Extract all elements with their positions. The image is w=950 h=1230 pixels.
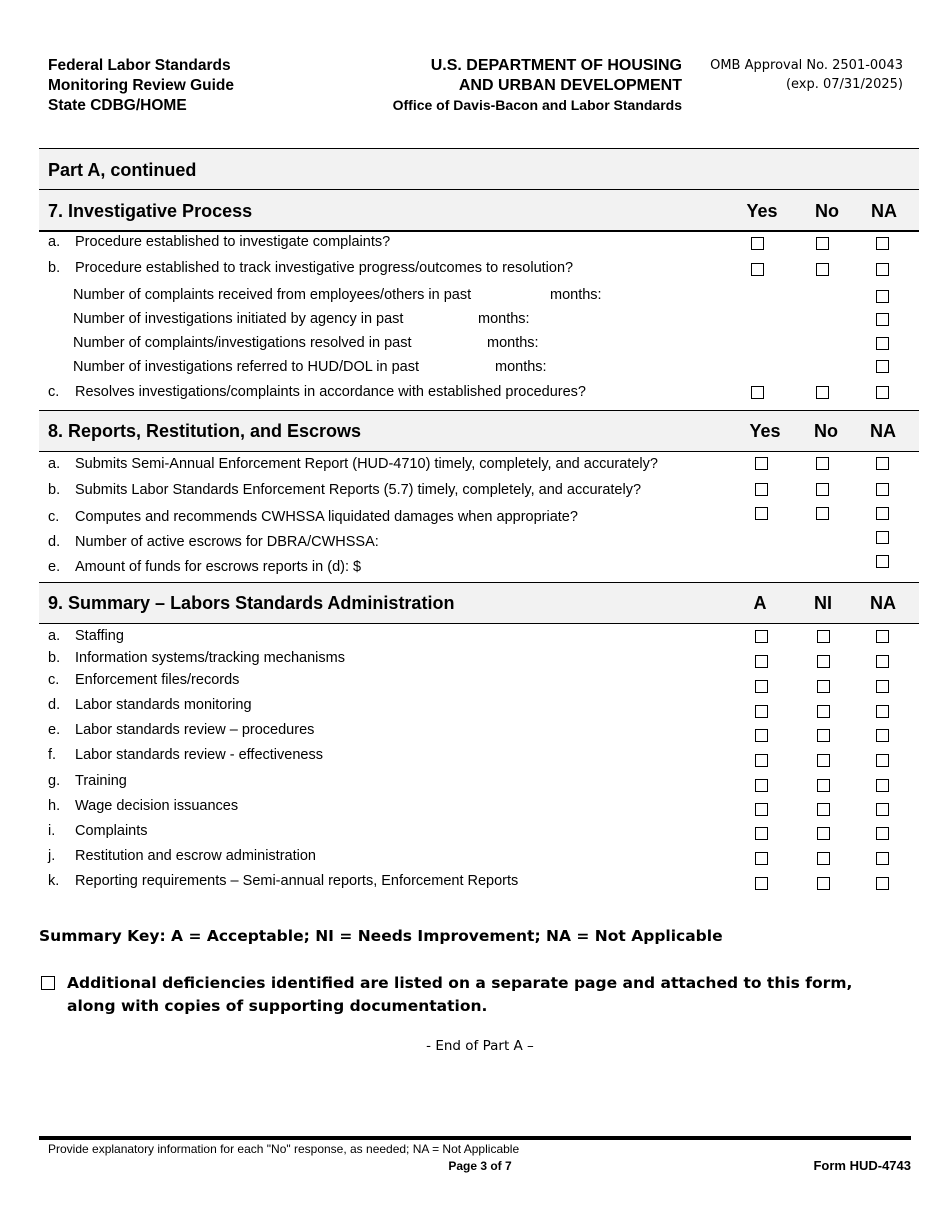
checkbox-na[interactable] (876, 555, 889, 568)
item-text: Training (75, 773, 127, 789)
additional-deficiencies-checkbox[interactable] (41, 976, 55, 990)
checkbox-na[interactable] (876, 754, 889, 767)
checkbox-needs-improvement[interactable] (817, 680, 830, 693)
subitem-text: Number of investigations referred to HUD/DOL in past (73, 359, 419, 375)
checkbox-na[interactable] (876, 630, 889, 643)
col-na-header: NA (870, 593, 896, 613)
checkbox-yes[interactable] (755, 507, 768, 520)
form-title-line-2: Monitoring Review Guide (48, 77, 235, 94)
checkbox-yes[interactable] (751, 263, 764, 276)
checkbox-na[interactable] (876, 680, 889, 693)
omb-number: OMB Approval No. 2501-0043 (710, 58, 903, 73)
item-letter: a. (48, 456, 61, 472)
months-label: months: (550, 287, 602, 303)
item-letter: b. (48, 260, 61, 276)
checkbox-na[interactable] (876, 337, 889, 350)
form-number: Form HUD-4743 (813, 1158, 911, 1173)
item-text: Reporting requirements – Semi-annual reports, Enforcement Reports (75, 873, 519, 889)
checkbox-na[interactable] (876, 705, 889, 718)
checkbox-acceptable[interactable] (755, 705, 768, 718)
item-text: Procedure established to investigate complaints? (75, 234, 391, 250)
checkbox-needs-improvement[interactable] (817, 655, 830, 668)
col-na-header: NA (871, 201, 897, 221)
checkbox-needs-improvement[interactable] (817, 827, 830, 840)
footer-note: Provide explanatory information for each "No" response, as needed; NA = Not Applicable (48, 1142, 520, 1156)
checkbox-needs-improvement[interactable] (817, 754, 830, 767)
checkbox-yes[interactable] (751, 386, 764, 399)
omb-approval (690, 56, 903, 94)
item-letter: f. (48, 747, 57, 763)
subitem-text: Number of complaints received from employees/others in past (73, 287, 472, 303)
checkbox-na[interactable] (876, 507, 889, 520)
checkbox-na[interactable] (876, 827, 889, 840)
checkbox-yes[interactable] (751, 237, 764, 250)
agency-block (330, 56, 682, 114)
divider (39, 623, 919, 624)
item-text: Amount of funds for escrows reports in (d): $ (75, 559, 362, 575)
section-8-title: 8. Reports, Restitution, and Escrows (48, 421, 362, 441)
footer-divider (39, 1136, 911, 1140)
checkbox-acceptable[interactable] (755, 803, 768, 816)
checkbox-no[interactable] (816, 457, 829, 470)
checkbox-needs-improvement[interactable] (817, 852, 830, 865)
item-text: Staffing (75, 628, 124, 644)
checkbox-acceptable[interactable] (755, 852, 768, 865)
agency-line-2: AND URBAN DEVELOPMENT (458, 77, 682, 94)
months-label: months: (487, 335, 539, 351)
checkbox-no[interactable] (816, 263, 829, 276)
checkbox-no[interactable] (816, 237, 829, 250)
checkbox-acceptable[interactable] (755, 827, 768, 840)
checkbox-needs-improvement[interactable] (817, 630, 830, 643)
months-label: months: (478, 311, 530, 327)
page-number: Page 3 of 7 (448, 1159, 512, 1173)
omb-expiration: (exp. 07/31/2025) (785, 77, 903, 92)
part-title: Part A, continued (48, 160, 197, 180)
summary-key: Summary Key: A = Acceptable; NI = Needs Improvement; NA = Not Applicable (39, 927, 723, 945)
office-name: Office of Davis-Bacon and Labor Standards (392, 97, 682, 113)
subitem-text: Number of investigations initiated by agency in past (73, 311, 404, 327)
item-letter: d. (48, 697, 61, 713)
item-letter: e. (48, 722, 61, 738)
item-text: Procedure established to track investigative progress/outcomes to resolution? (75, 260, 574, 276)
checkbox-no[interactable] (816, 483, 829, 496)
item-letter: c. (48, 509, 60, 525)
subitem-text: Number of complaints/investigations resolved in past (73, 335, 412, 351)
item-text: Wage decision issuances (75, 798, 239, 814)
checkbox-na[interactable] (876, 386, 889, 399)
col-acceptable-header: A (753, 593, 767, 613)
months-label: months: (495, 359, 547, 375)
item-text: Restitution and escrow administration (75, 848, 316, 864)
checkbox-needs-improvement[interactable] (817, 803, 830, 816)
checkbox-yes[interactable] (755, 483, 768, 496)
checkbox-needs-improvement[interactable] (817, 705, 830, 718)
checkbox-no[interactable] (816, 386, 829, 399)
col-na-header: NA (870, 421, 896, 441)
divider (39, 148, 919, 149)
checkbox-acceptable[interactable] (755, 680, 768, 693)
checkbox-na[interactable] (876, 360, 889, 373)
col-yes-header: Yes (746, 201, 778, 221)
item-letter: b. (48, 482, 61, 498)
form-title (48, 56, 234, 116)
item-text: Submits Labor Standards Enforcement Reports (5.7) timely, completely, and accurately? (75, 482, 642, 498)
item-text: Number of active escrows for DBRA/CWHSSA: (75, 534, 379, 550)
item-text: Complaints (75, 823, 148, 839)
checkbox-na[interactable] (876, 263, 889, 276)
item-letter: k. (48, 873, 60, 889)
checkbox-na[interactable] (876, 237, 889, 250)
checkbox-acceptable[interactable] (755, 779, 768, 792)
col-no-header: No (814, 421, 838, 441)
checkbox-na[interactable] (876, 852, 889, 865)
checkbox-na[interactable] (876, 290, 889, 303)
checkbox-na[interactable] (876, 313, 889, 326)
agency-line-1: U.S. DEPARTMENT OF HOUSING (430, 57, 682, 74)
checkbox-na[interactable] (876, 457, 889, 470)
checkbox-na[interactable] (876, 803, 889, 816)
checkbox-acceptable[interactable] (755, 729, 768, 742)
divider (39, 230, 919, 232)
item-letter: c. (48, 672, 60, 688)
divider (39, 451, 919, 452)
item-letter: a. (48, 628, 61, 644)
checkbox-acceptable[interactable] (755, 754, 768, 767)
item-letter: i. (48, 823, 56, 839)
item-text: Labor standards review - effectiveness (75, 747, 323, 763)
item-letter: a. (48, 234, 61, 250)
item-letter: c. (48, 384, 60, 400)
checkbox-na[interactable] (876, 483, 889, 496)
item-letter: e. (48, 559, 61, 575)
checkbox-acceptable[interactable] (755, 655, 768, 668)
section-7-title: 7. Investigative Process (48, 201, 253, 221)
checkbox-acceptable[interactable] (755, 877, 768, 890)
item-text: Labor standards review – procedures (75, 722, 315, 738)
item-text: Submits Semi-Annual Enforcement Report (HUD-4710) timely, completely, and accurately? (75, 456, 658, 472)
item-text: Resolves investigations/complaints in accordance with established procedures? (75, 384, 586, 400)
checkbox-na[interactable] (876, 779, 889, 792)
form-title-line-1: Federal Labor Standards (48, 57, 231, 74)
item-text: Information systems/tracking mechanisms (75, 650, 345, 666)
col-no-header: No (815, 201, 839, 221)
checkbox-no[interactable] (816, 507, 829, 520)
checkbox-needs-improvement[interactable] (817, 779, 830, 792)
item-text: Computes and recommends CWHSSA liquidated damages when appropriate? (75, 509, 578, 525)
checkbox-acceptable[interactable] (755, 630, 768, 643)
item-text: Enforcement files/records (75, 672, 240, 688)
item-letter: j. (48, 848, 56, 864)
col-needs-improvement-header: NI (814, 593, 832, 613)
additional-deficiencies-note: Additional deficiencies identified are listed on a separate page and attached to this form, along with copies of supporting documentation. (67, 974, 853, 1015)
col-yes-header: Yes (749, 421, 781, 441)
item-letter: d. (48, 534, 61, 550)
section-9-title: 9. Summary – Labors Standards Administration (48, 593, 455, 613)
checkbox-na[interactable] (876, 729, 889, 742)
end-of-part-marker: - End of Part A – (426, 1038, 534, 1054)
form-title-line-3: State CDBG/HOME (48, 97, 187, 114)
checkbox-yes[interactable] (755, 457, 768, 470)
checkbox-needs-improvement[interactable] (817, 877, 830, 890)
item-letter: g. (48, 773, 61, 789)
checkbox-na[interactable] (876, 655, 889, 668)
checkbox-na[interactable] (876, 531, 889, 544)
checkbox-needs-improvement[interactable] (817, 729, 830, 742)
item-letter: h. (48, 798, 61, 814)
item-text: Labor standards monitoring (75, 697, 252, 713)
checkbox-na[interactable] (876, 877, 889, 890)
item-letter: b. (48, 650, 61, 666)
